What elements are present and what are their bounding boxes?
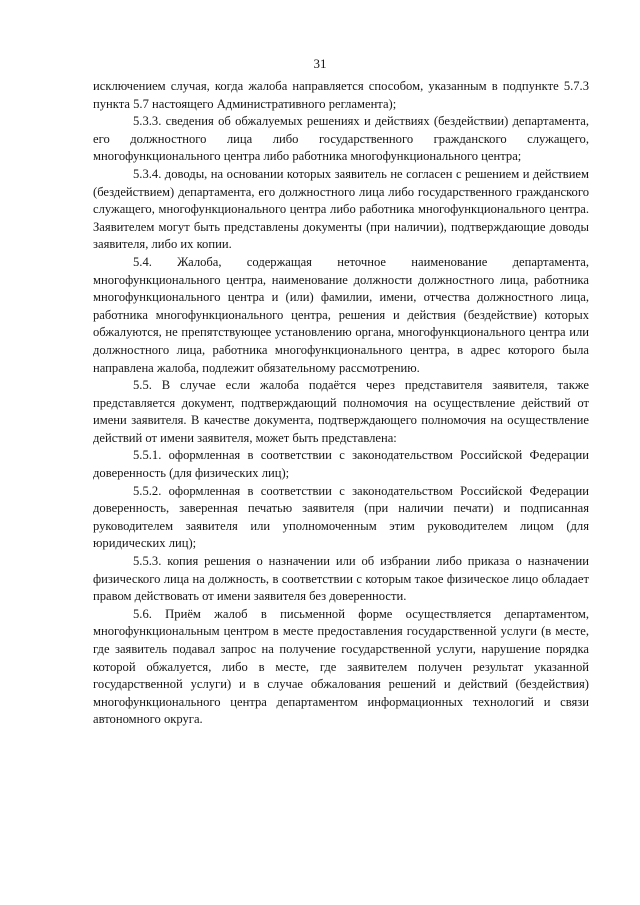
paragraph-5-4: 5.4. Жалоба, содержащая неточное наименование департамента, многофункционального центра, наименование должности должностного лица, работника многофункционального центра и (или) фамилии, имени, отчества должностного лица, работника многофункционального центра, решения и действия (бездействие) которых обжалуются, не препятствующее установлению органа, многофункционального центра или должностного лица, работника многофункционального центра, в адрес которого была направлена жалоба, подлежит обязательному рассмотрению.	[93, 254, 589, 375]
paragraph-5-5-3: 5.5.3. копия решения о назначении или об избрании либо приказа о назначении физического лица на должность, в соответствии с которым такое физическое лицо обладает правом действовать от имени заявителя без доверенности.	[93, 554, 589, 604]
document-body	[93, 78, 589, 729]
paragraph-5-3-3: 5.3.3. сведения об обжалуемых решениях и действиях (бездействии) департамента, его должностного лица либо государственного гражданского служащего, многофункционального центра либо работника многофункционального центра;	[93, 114, 589, 164]
paragraph-5-6: 5.6. Приём жалоб в письменной форме осуществляется департаментом, многофункциональным центром в месте предоставления государственной услуги (в месте, где заявитель подавал запрос на получение государственной услуги, нарушение порядка которой обжалуется, либо в месте, где заявителем получен результат указанной государственной услуги) и в случае обжалования решений и действий (бездействия) многофункционального центра департаментом информационных технологий и связи автономного округа.	[93, 606, 589, 727]
paragraph-5-5-2: 5.5.2. оформленная в соответствии с законодательством Российской Федерации доверенность, заверенная печатью заявителя (при наличии печати) и подписанная руководителем заявителя или уполномоченным этим руководителем лицом (для юридических лиц);	[93, 483, 589, 551]
paragraph-continuation: исключением случая, когда жалоба направляется способом, указанным в подпункте 5.7.3 пункта 5.7 настоящего Административного регламента);	[93, 79, 589, 111]
paragraph-5-5: 5.5. В случае если жалоба подаётся через представителя заявителя, также представляется документ, подтверждающий полномочия на осуществление действий от имени заявителя. В качестве документа, подтверждающего полномочия на осуществление действий от имени заявителя, может быть представлена:	[93, 378, 589, 445]
paragraph-5-5-1: 5.5.1. оформленная в соответствии с законодательством Российской Федерации доверенность (для физических лиц);	[93, 448, 589, 481]
page-number: 31	[313, 56, 327, 71]
paragraph-5-3-4: 5.3.4. доводы, на основании которых заявитель не согласен с решением и действием (бездействием) департамента, его должностного лица либо государственного гражданского служащего, многофункционального центра либо работника многофункционального центра. Заявителем могут быть представлены документы (при наличии), подтверждающие доводы заявителя, либо их копии.	[93, 166, 589, 252]
